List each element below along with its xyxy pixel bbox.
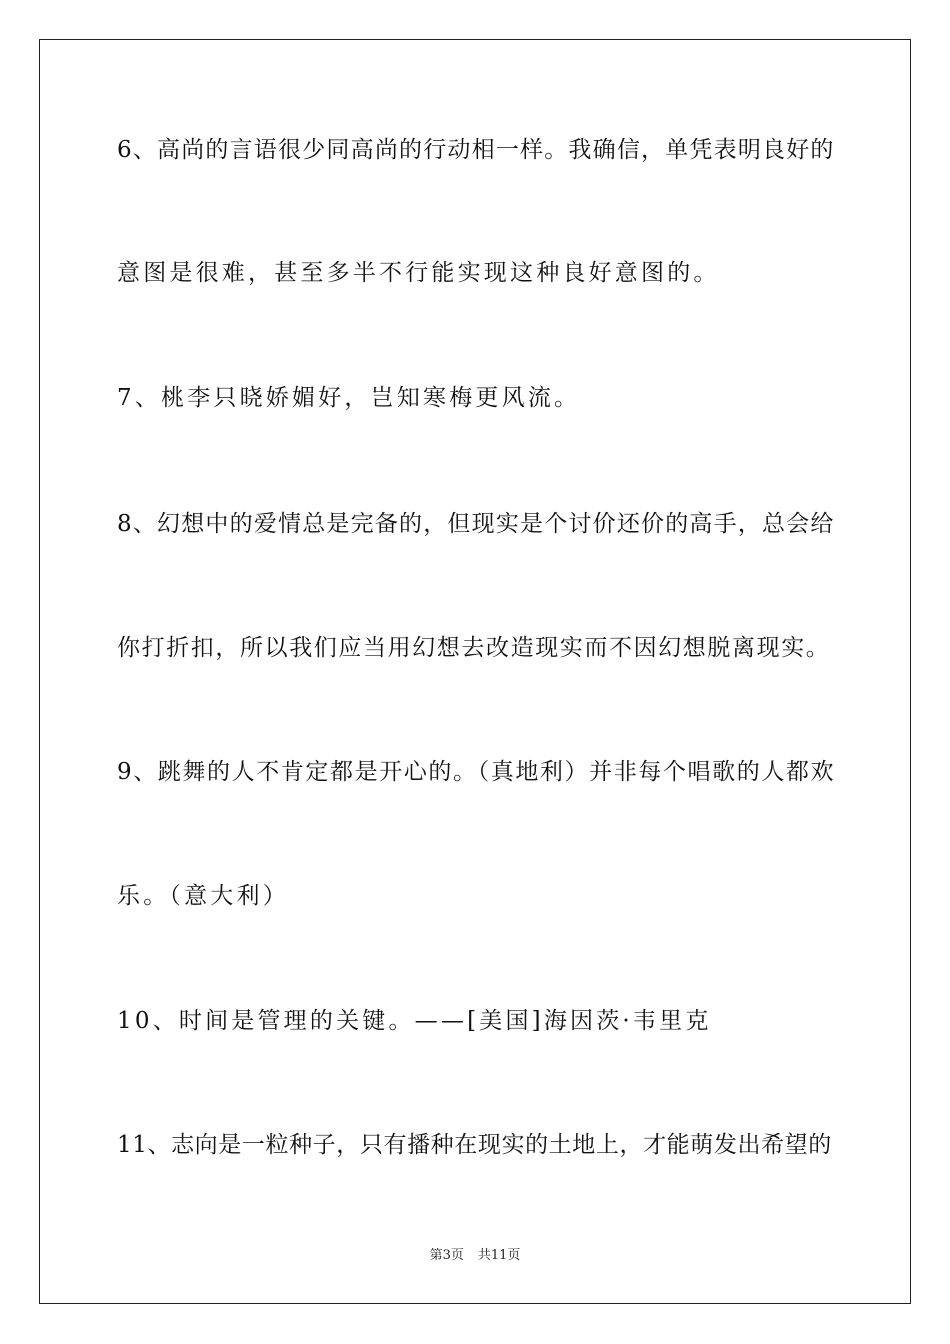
text-line-9: 11、志向是一粒种子，只有播种在现实的土地上，才能萌发出希望的 xyxy=(117,1132,832,1158)
text-line-6: 9、跳舞的人不肯定都是开心的。（真地利）并非每个唱歌的人都欢 xyxy=(117,759,836,785)
text-line-1: 6、高尚的言语很少同高尚的行动相一样。我确信，单凭表明良好的 xyxy=(117,137,835,163)
text-line-2: 意图是很难，甚至多半不行能实现这种良好意图的。 xyxy=(117,260,720,286)
text-line-8: 10、时间是管理的关键。——[美国]海因茨·韦里克 xyxy=(117,1008,712,1034)
page-border xyxy=(39,39,911,1304)
text-line-3: 7、桃李只晓娇媚好，岂知寒梅更风流。 xyxy=(117,385,581,411)
page-number: 第3页 xyxy=(429,1248,464,1263)
text-line-7: 乐。（意大利） xyxy=(117,883,289,909)
text-line-4: 8、幻想中的爱情总是完备的，但现实是个讨价还价的高手，总会给 xyxy=(117,511,835,537)
text-line-5: 你打折扣，所以我们应当用幻想去改造现实而不因幻想脱离现实。 xyxy=(117,635,831,661)
page-footer xyxy=(0,1248,950,1264)
page-total: 共11页 xyxy=(477,1248,521,1263)
